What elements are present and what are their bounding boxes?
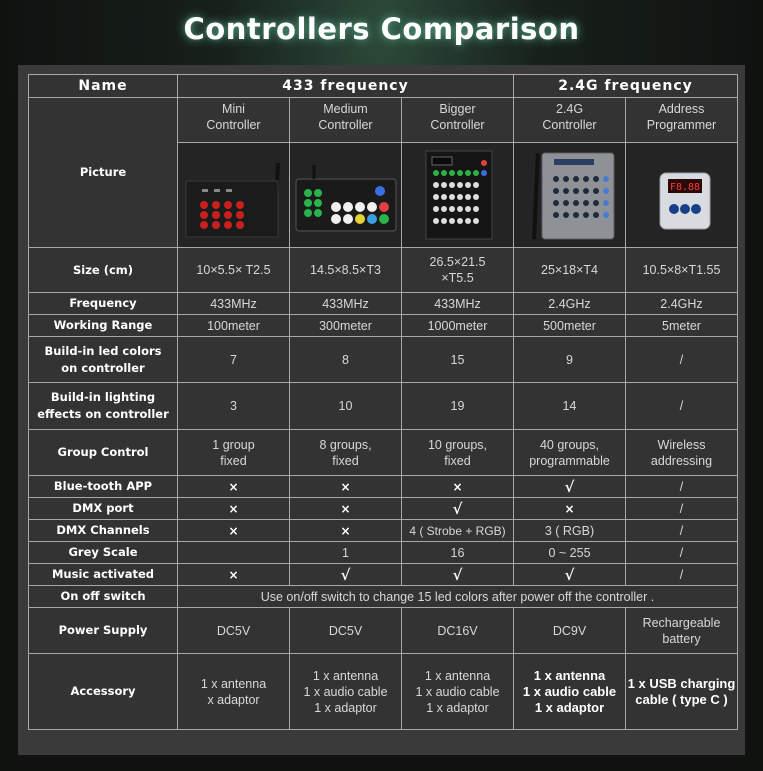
music-cell: √ [290,564,402,586]
led-colors-cell: 7 [178,337,290,383]
controller-name: Bigger Controller [430,102,485,132]
mini-controller-image [178,142,289,247]
grey-scale-cell: / [626,542,738,564]
frequency-cell: 2.4GHz [514,293,626,315]
group-cell: Wireless addressing [626,430,738,476]
dmx-channels-cell: / [626,520,738,542]
group-cell: 1 group fixed [178,430,290,476]
dmx-port-cell: × [178,498,290,520]
range-cell: 5meter [626,315,738,337]
row-label-music: Music activated [29,564,178,586]
controller-name: Address Programmer [646,102,717,132]
row-label-range: Working Range [29,315,178,337]
music-cell: × [178,564,290,586]
medium-controller-image [290,142,401,247]
range-cell: 1000meter [402,315,514,337]
page-title: Controllers Comparison [183,12,580,46]
dmx-channels-cell: × [178,520,290,542]
accessory-cell: 1 x antenna 1 x audio cable 1 x adaptor [402,654,514,730]
range-cell: 100meter [178,315,290,337]
size-cell: 26.5×21.5 ×T5.5 [402,248,514,293]
bluetooth-row [29,476,738,498]
group-24g-header: 2.4G frequency [514,75,738,98]
row-label-power: Power Supply [29,608,178,654]
2-4g-controller-image [514,142,625,247]
picture-row [29,98,738,248]
row-label-picture: Picture [29,98,178,248]
led-colors-row [29,337,738,383]
comparison-table [28,74,738,730]
size-cell: 10.5×8×T1.55 [626,248,738,293]
accessory-cell: 1 x antenna 1 x audio cable 1 x adaptor [290,654,402,730]
effects-cell: 10 [290,383,402,430]
name-header: Name [29,75,178,98]
accessory-cell: 1 x antenna 1 x audio cable 1 x adaptor [514,654,626,730]
dmx-channels-cell: 4 ( Strobe + RGB) [402,520,514,542]
music-cell: √ [402,564,514,586]
size-cell: 14.5×8.5×T3 [290,248,402,293]
dmx-port-cell: × [514,498,626,520]
dmx-port-cell: √ [402,498,514,520]
bluetooth-cell: × [402,476,514,498]
frequency-row [29,293,738,315]
led-colors-cell: / [626,337,738,383]
row-label-dmx-port: DMX port [29,498,178,520]
led-colors-cell: 8 [290,337,402,383]
range-cell: 300meter [290,315,402,337]
row-label-size: Size (cm) [29,248,178,293]
size-cell: 10×5.5× T2.5 [178,248,290,293]
range-row [29,315,738,337]
controller-cell [626,98,738,248]
accessory-cell: 1 x USB charging cable ( type C ) [626,654,738,730]
effects-cell: 19 [402,383,514,430]
bigger-controller-image [402,142,513,247]
frequency-cell: 433MHz [402,293,514,315]
effects-row [29,383,738,430]
size-row [29,248,738,293]
dmx-port-cell: / [626,498,738,520]
dmx-channels-cell: × [290,520,402,542]
controller-cell [178,98,290,248]
dmx-channels-cell: 3 ( RGB) [514,520,626,542]
onoff-row [29,586,738,608]
address-programmer-image [626,142,737,247]
header-row [29,75,738,98]
row-label-grey-scale: Grey Scale [29,542,178,564]
dmx-channels-row [29,520,738,542]
onoff-note: Use on/off switch to change 15 led colors after power off the controller . [178,586,738,608]
power-cell: DC5V [290,608,402,654]
row-label-frequency: Frequency [29,293,178,315]
bluetooth-cell: × [290,476,402,498]
accessory-cell: 1 x antenna x adaptor [178,654,290,730]
controller-name: 2.4G Controller [542,102,597,132]
controller-cell [290,98,402,248]
grey-scale-row [29,542,738,564]
bluetooth-cell: × [178,476,290,498]
led-colors-cell: 9 [514,337,626,383]
row-label-onoff: On off switch [29,586,178,608]
programmer-display: F8.88 [669,182,701,193]
row-label-effects: Build-in lighting effects on controller [29,383,178,430]
effects-cell: 3 [178,383,290,430]
size-cell: 25×18×T4 [514,248,626,293]
group-433-header: 433 frequency [178,75,514,98]
accessory-row [29,654,738,730]
range-cell: 500meter [514,315,626,337]
power-cell: DC9V [514,608,626,654]
row-label-accessory: Accessory [29,654,178,730]
music-row [29,564,738,586]
power-cell: DC5V [178,608,290,654]
effects-cell: 14 [514,383,626,430]
grey-scale-cell: 0 ~ 255 [514,542,626,564]
power-cell: DC16V [402,608,514,654]
music-cell: √ [514,564,626,586]
frequency-cell: 2.4GHz [626,293,738,315]
music-cell: / [626,564,738,586]
group-cell: 40 groups, programmable [514,430,626,476]
bluetooth-cell: / [626,476,738,498]
group-cell: 10 groups, fixed [402,430,514,476]
row-label-led-colors: Build-in led colors on controller [29,337,178,383]
frequency-cell: 433MHz [290,293,402,315]
led-colors-cell: 15 [402,337,514,383]
bluetooth-cell: √ [514,476,626,498]
row-label-dmx-channels: DMX Channels [29,520,178,542]
dmx-port-cell: × [290,498,402,520]
row-label-bluetooth: Blue-tooth APP [29,476,178,498]
controller-cell [514,98,626,248]
grey-scale-cell [178,542,290,564]
controller-name: Mini Controller [206,102,261,132]
group-cell: 8 groups, fixed [290,430,402,476]
effects-cell: / [626,383,738,430]
frequency-cell: 433MHz [178,293,290,315]
group-row [29,430,738,476]
power-row [29,608,738,654]
grey-scale-cell: 16 [402,542,514,564]
controller-name: Medium Controller [318,102,373,132]
dmx-port-row [29,498,738,520]
controller-cell [402,98,514,248]
grey-scale-cell: 1 [290,542,402,564]
row-label-group: Group Control [29,430,178,476]
power-cell: Rechargeable battery [626,608,738,654]
